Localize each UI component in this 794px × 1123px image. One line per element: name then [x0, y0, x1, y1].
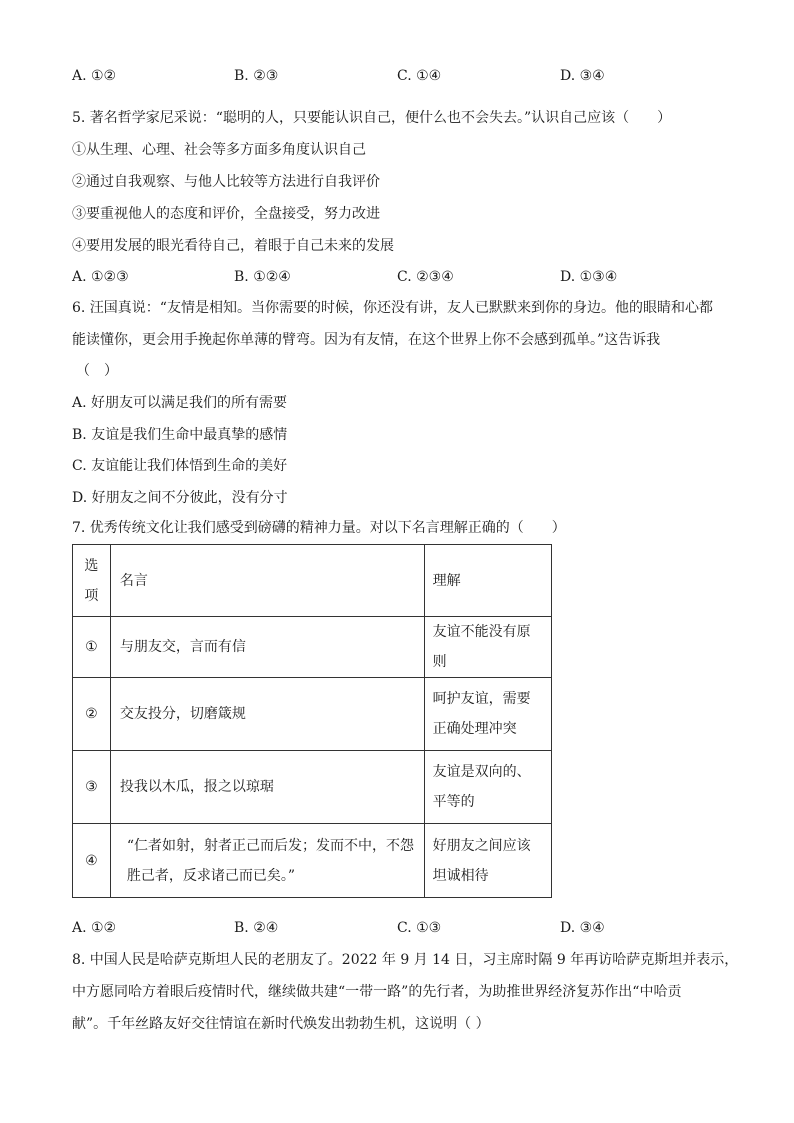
q7-options: [72, 918, 672, 938]
q5-statement: ②通过自我观察、与他人比较等方法进行自我评价: [72, 174, 380, 190]
q5-option-b[interactable]: B. ①②④: [234, 269, 291, 285]
q5-option-c[interactable]: C. ②③④: [397, 269, 454, 285]
q6-option-c[interactable]: C. 友谊能让我们体悟到生命的美好: [72, 458, 288, 474]
row-quote: 交友投分，切磨箴规: [110, 678, 424, 751]
q7-option-d[interactable]: D. ③④: [560, 920, 605, 936]
row-meaning: 好朋友之间应该坦诚相待: [424, 824, 551, 898]
header-quote: 名言: [110, 545, 424, 617]
row-meaning: 友谊不能没有原则: [424, 617, 551, 678]
q5-option-a[interactable]: A. ①②③: [72, 269, 129, 285]
row-option: ①: [73, 617, 111, 678]
row-option: ④: [73, 824, 111, 898]
header-meaning: 理解: [424, 545, 551, 617]
row-meaning: 友谊是双向的、平等的: [424, 751, 551, 824]
q6-option-a[interactable]: A. 好朋友可以满足我们的所有需要: [72, 395, 288, 411]
q4-option-a[interactable]: A. ①②: [72, 68, 117, 84]
header-option: 选项: [73, 545, 111, 617]
table-header-row: [73, 545, 552, 617]
q6-stem-line2: 能读懂你，更会用手挽起你单薄的臂弯。因为有友情，在这个世界上你不会感到孤单。”这告诉我: [72, 332, 661, 348]
q4-option-d[interactable]: D. ③④: [560, 68, 605, 84]
row-quote: 与朋友交，言而有信: [110, 617, 424, 678]
q7-stem: 7. 优秀传统文化让我们感受到磅礴的精神力量。对以下名言理解正确的（ ）: [72, 520, 566, 536]
row-option: ③: [73, 751, 111, 824]
table-row: [73, 678, 552, 751]
q6-answer-blank: （ ）: [76, 363, 118, 379]
q7-option-c[interactable]: C. ①③: [397, 920, 442, 936]
q6-option-b[interactable]: B. 友谊是我们生命中最真挚的感情: [72, 427, 288, 443]
row-option: ②: [73, 678, 111, 751]
q6-option-d[interactable]: D. 好朋友之间不分彼此，没有分寸: [72, 490, 288, 506]
table-row: [73, 824, 552, 898]
q4-options: [72, 66, 672, 86]
table-row: [73, 617, 552, 678]
row-quote: “仁者如射，射者正己而后发；发而不中，不怨胜己者，反求诸己而已矣。”: [110, 824, 424, 898]
q6-stem-line1: 6. 汪国真说：“友情是相知。当你需要的时候，你还没有讲，友人已默默来到你的身边。他的眼睛和心都: [72, 300, 713, 316]
row-meaning: 呵护友谊，需要正确处理冲突: [424, 678, 551, 751]
q8-stem-line2: 中方愿同哈方着眼后疫情时代，继续做共建“一带一路”的先行者，为助推世界经济复苏作出“中哈贡: [72, 984, 682, 1000]
q5-statement: ③要重视他人的态度和评价，全盘接受，努力改进: [72, 206, 380, 222]
q7-option-b[interactable]: B. ②④: [234, 920, 279, 936]
row-quote: 投我以木瓜，报之以琼琚: [110, 751, 424, 824]
quotes-table: [72, 544, 552, 898]
q5-options: [72, 267, 672, 287]
q5-statement: ①从生理、心理、社会等多方面多角度认识自己: [72, 142, 366, 158]
q4-option-b[interactable]: B. ②③: [234, 68, 279, 84]
q5-statement: ④要用发展的眼光看待自己，着眼于自己未来的发展: [72, 238, 394, 254]
q5-option-d[interactable]: D. ①③④: [560, 269, 618, 285]
q4-option-c[interactable]: C. ①④: [397, 68, 442, 84]
q5-stem: 5. 著名哲学家尼采说：“聪明的人，只要能认识自己，便什么也不会失去。”认识自己应该（ ）: [72, 110, 672, 126]
q7-option-a[interactable]: A. ①②: [72, 920, 117, 936]
table-row: [73, 751, 552, 824]
q8-stem-line3: 献”。千年丝路友好交往情谊在新时代焕发出勃勃生机，这说明（ ）: [72, 1016, 490, 1032]
q8-stem-line1: 8. 中国人民是哈萨克斯坦人民的老朋友了。2022 年 9 月 14 日，习主席时隔 9 年再访哈萨克斯坦并表示，: [72, 952, 739, 968]
